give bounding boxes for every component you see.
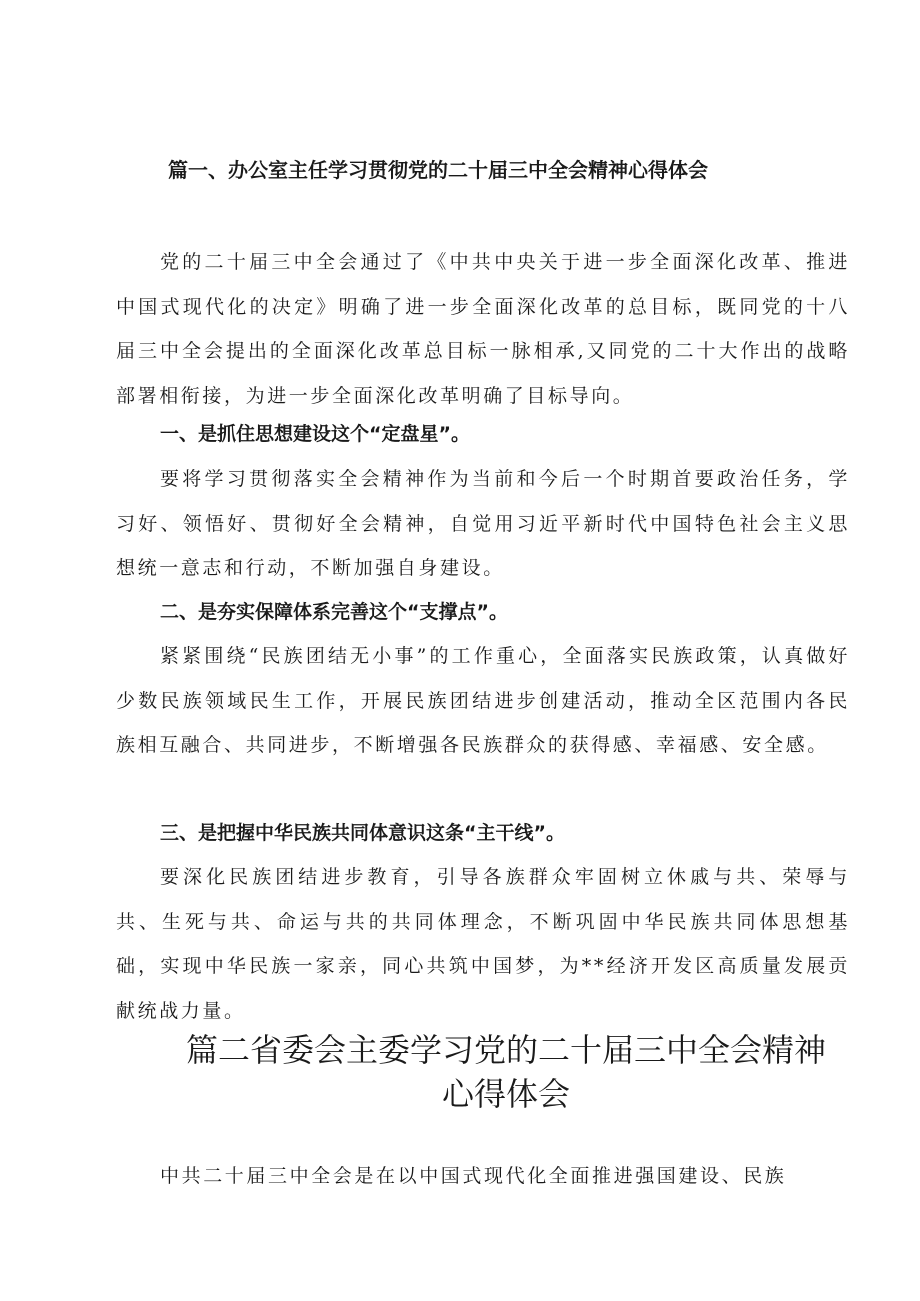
article-2-title <box>116 1028 896 1116</box>
article-1-intro: 党的二十届三中全会通过了《中共中央关于进一步全面深化改革、推进中国式现代化的决定》明确了进一步全面深化改革的总目标，既同党的十八届三中全会提出的全面深化改革总目标一脉相承,又同党的二十大作出的战略部署相衔接，为进一步全面深化改革明确了目标导向。 <box>116 251 850 407</box>
section-1-body: 要将学习贯彻落实全会精神作为当前和今后一个时期首要政治任务，学习好、领悟好、贯彻好全会精神，自觉用习近平新时代中国特色社会主义思想统一意志和行动，不断加强自身建设。 <box>116 468 850 579</box>
article-2-title-line-1: 篇二省委会主委学习党的二十届三中全会精神 <box>185 1031 826 1069</box>
section-2-body: 紧紧围绕“民族团结无小事”的工作重心，全面落实民族政策，认真做好少数民族领域民生工作，开展民族团结进步创建活动，推动全区范围内各民族相互融合、共同进步，不断增强各民族群众的获得感、幸福感、安全感。 <box>116 645 850 756</box>
section-1-heading: 一、是抓住思想建设这个“定盘星”。 <box>160 423 470 445</box>
section-3-heading: 三、是把握中华民族共同体意识这条“主干线”。 <box>160 822 565 844</box>
article-1-title: 篇一、办公室主任学习贯彻党的二十届三中全会精神心得体会 <box>168 158 708 182</box>
article-2-title-line-2: 心得体会 <box>441 1075 570 1113</box>
section-2-heading: 二、是夯实保障体系完善这个“支撑点”。 <box>160 601 508 623</box>
section-3-body: 要深化民族团结进步教育，引导各族群众牢固树立休戚与共、荣辱与共、生死与共、命运与共的共同体理念，不断巩固中华民族共同体思想基础，实现中华民族一家亲，同心共筑中国梦，为**经济开发区高质量发展贡献统战力量。 <box>116 866 850 1022</box>
article-2-first-paragraph: 中共二十届三中全会是在以中国式现代化全面推进强国建设、民族 <box>160 1165 787 1187</box>
